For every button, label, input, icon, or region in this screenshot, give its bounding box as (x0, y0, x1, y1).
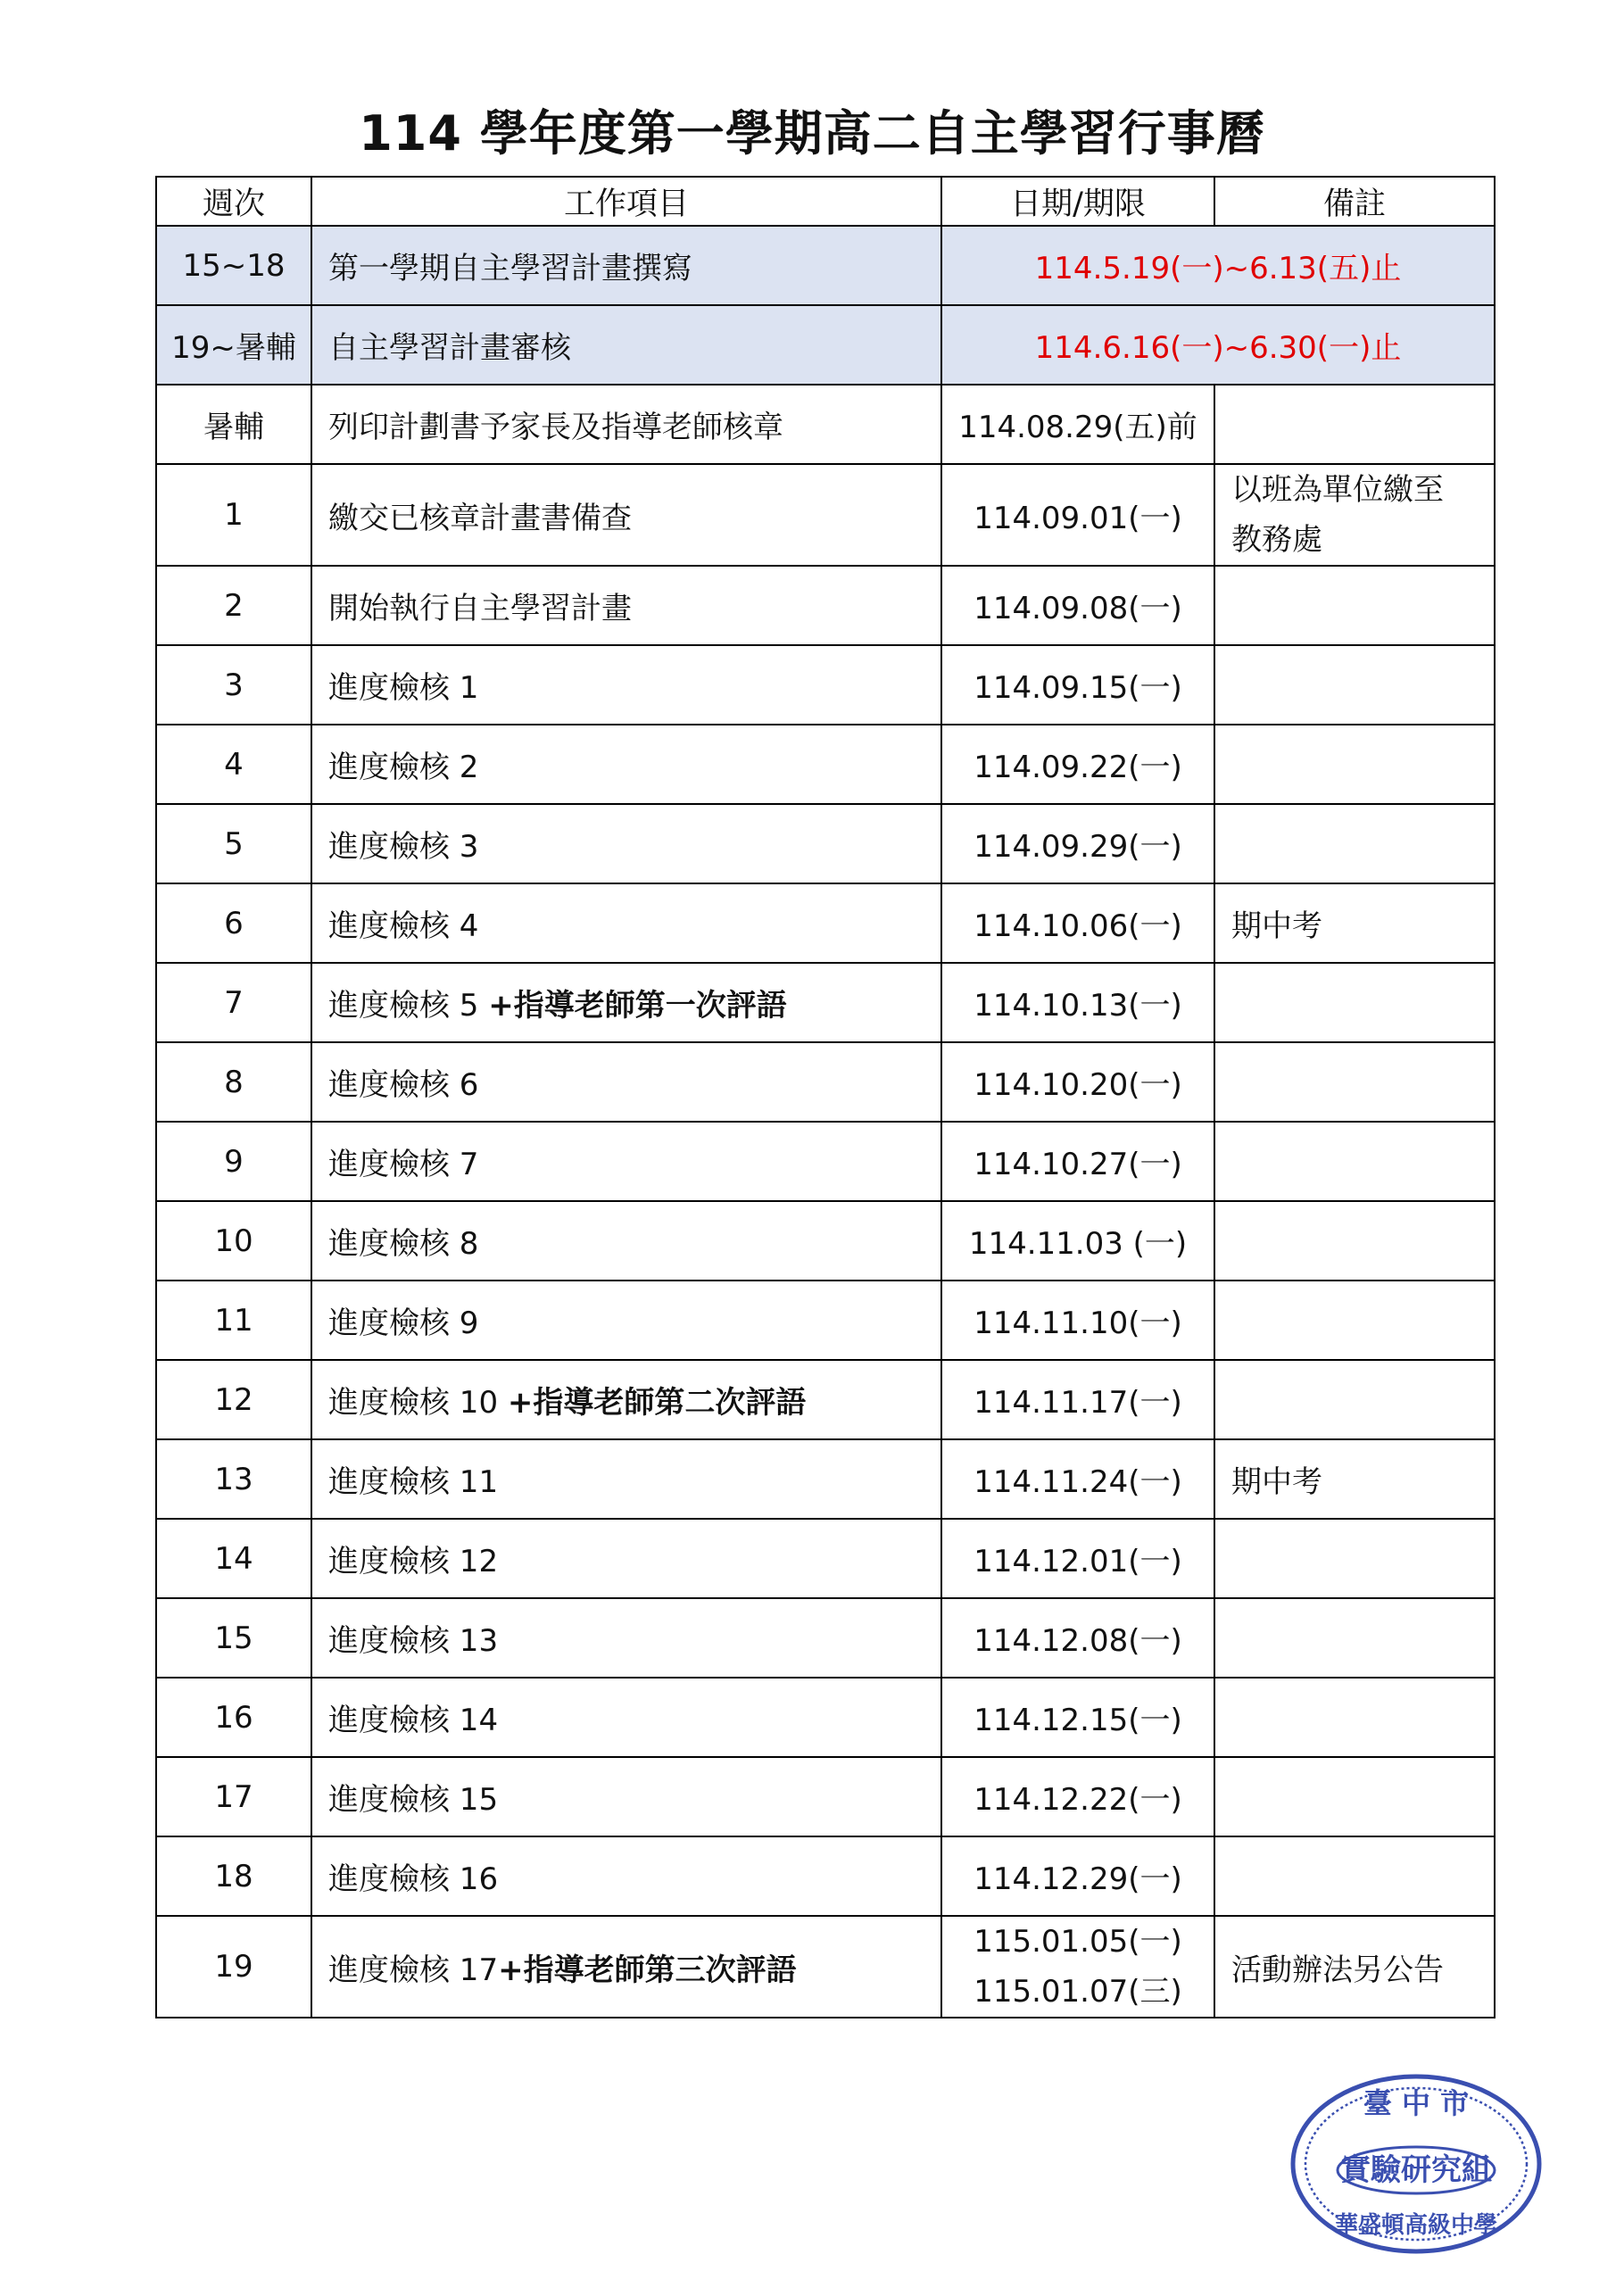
cell-note (1214, 1678, 1495, 1757)
table-row (156, 305, 1495, 385)
cell-note: 期中考 (1214, 883, 1495, 963)
item-text: 進度檢核 12 (328, 1544, 499, 1579)
cell-item (311, 1439, 941, 1519)
date-line-1: 115.01.05(一) (974, 1924, 1182, 1960)
cell-note (1214, 464, 1495, 566)
table-row (156, 1439, 1495, 1519)
cell-note (1214, 1598, 1495, 1678)
table-row (156, 226, 1495, 305)
cell-note (1214, 566, 1495, 645)
item-text: 進度檢核 8 (328, 1226, 479, 1262)
cell-week: 12 (156, 1360, 311, 1439)
item-text: 進度檢核 13 (328, 1623, 499, 1659)
cell-item (311, 1122, 941, 1201)
cell-item: 繳交已核章計畫書備查 (311, 464, 941, 566)
cell-week: 5 (156, 804, 311, 883)
cell-item (311, 1598, 941, 1678)
table-row (156, 963, 1495, 1042)
table-row (156, 883, 1495, 963)
cell-week: 8 (156, 1042, 311, 1122)
cell-date: 114.10.20(一) (941, 1042, 1214, 1122)
cell-item (311, 1678, 941, 1757)
cell-week: 暑輔 (156, 385, 311, 464)
cell-date: 114.09.08(一) (941, 566, 1214, 645)
table-row (156, 1360, 1495, 1439)
item-text: 進度檢核 10 (328, 1385, 508, 1421)
cell-item (311, 566, 941, 645)
table-row (156, 725, 1495, 804)
cell-item: 自主學習計畫審核 (311, 305, 941, 385)
item-text: 進度檢核 6 (328, 1067, 479, 1103)
cell-date: 114.09.01(一) (941, 464, 1214, 566)
cell-date: 114.12.15(一) (941, 1678, 1214, 1757)
page-title: 114 學年度第一學期高二自主學習行事曆 (359, 105, 1265, 162)
item-text: 進度檢核 4 (328, 908, 479, 944)
cell-date: 114.11.10(一) (941, 1281, 1214, 1360)
item-text: 進度檢核 11 (328, 1464, 499, 1500)
table-row (156, 1122, 1495, 1201)
cell-item (311, 1042, 941, 1122)
cell-note (1214, 1122, 1495, 1201)
header-date: 日期/期限 (941, 177, 1214, 226)
cell-date: 114.08.29(五)前 (941, 385, 1214, 464)
cell-item (311, 1201, 941, 1281)
cell-date: 114.12.01(一) (941, 1519, 1214, 1598)
table-row (156, 804, 1495, 883)
cell-week: 15 (156, 1598, 311, 1678)
cell-week: 1 (156, 464, 311, 566)
cell-week: 6 (156, 883, 311, 963)
item-text: 進度檢核 17 (328, 1952, 499, 1988)
cell-date: 114.12.22(一) (941, 1757, 1214, 1836)
table-row (156, 385, 1495, 464)
header-note: 備註 (1214, 177, 1495, 226)
cell-week: 17 (156, 1757, 311, 1836)
cell-note (1214, 385, 1495, 464)
cell-note (1214, 1360, 1495, 1439)
cell-week: 3 (156, 645, 311, 725)
cell-date-period: 114.6.16(一)~6.30(一)止 (941, 305, 1495, 385)
cell-item (311, 1757, 941, 1836)
svg-text:華盛頓高級中學: 華盛頓高級中學 (1334, 2212, 1498, 2239)
table-row (156, 566, 1495, 645)
note-line-1: 以班為單位繳至 (1231, 472, 1444, 508)
cell-date: 114.11.17(一) (941, 1360, 1214, 1439)
cell-item (311, 883, 941, 963)
date-line-2: 115.01.07(三) (974, 1974, 1182, 2010)
cell-week: 4 (156, 725, 311, 804)
cell-item: 第一學期自主學習計畫撰寫 (311, 226, 941, 305)
cell-item (311, 1519, 941, 1598)
table-row (156, 1281, 1495, 1360)
table-row (156, 464, 1495, 566)
cell-note (1214, 1519, 1495, 1598)
table-row (156, 1042, 1495, 1122)
cell-date: 114.10.06(一) (941, 883, 1214, 963)
cell-week: 13 (156, 1439, 311, 1519)
cell-note (1214, 963, 1495, 1042)
cell-date-period: 114.5.19(一)~6.13(五)止 (941, 226, 1495, 305)
item-text: 進度檢核 15 (328, 1782, 499, 1818)
item-text: 進度檢核 7 (328, 1147, 479, 1182)
note-line-2: 教務處 (1231, 522, 1322, 558)
table-header-row (156, 177, 1495, 226)
table-row (156, 1678, 1495, 1757)
cell-date (941, 1916, 1214, 2018)
table-row (156, 1757, 1495, 1836)
cell-date: 114.12.29(一) (941, 1836, 1214, 1916)
cell-date: 114.12.08(一) (941, 1598, 1214, 1678)
svg-text:臺 中 市: 臺 中 市 (1363, 2086, 1470, 2120)
table-row (156, 1598, 1495, 1678)
cell-week: 2 (156, 566, 311, 645)
cell-item (311, 1360, 941, 1439)
cell-item (311, 963, 941, 1042)
cell-week: 7 (156, 963, 311, 1042)
cell-item (311, 804, 941, 883)
cell-item (311, 725, 941, 804)
cell-note (1214, 1042, 1495, 1122)
cell-date: 114.11.24(一) (941, 1439, 1214, 1519)
cell-note (1214, 1757, 1495, 1836)
item-text: 開始執行自主學習計畫 (328, 591, 632, 626)
cell-date: 114.09.22(一) (941, 725, 1214, 804)
item-text: 進度檢核 2 (328, 750, 479, 785)
table-row (156, 1519, 1495, 1598)
cell-week: 19 (156, 1916, 311, 2018)
cell-item (311, 1836, 941, 1916)
table-row (156, 1836, 1495, 1916)
cell-date: 114.09.15(一) (941, 645, 1214, 725)
cell-week: 19~暑輔 (156, 305, 311, 385)
item-text: 進度檢核 16 (328, 1861, 499, 1897)
cell-item (311, 1916, 941, 2018)
cell-date: 114.10.27(一) (941, 1122, 1214, 1201)
table-row (156, 1201, 1495, 1281)
calendar-table (155, 176, 1496, 2018)
item-text: 進度檢核 14 (328, 1703, 499, 1738)
school-seal-stamp (1287, 2070, 1545, 2258)
cell-week: 16 (156, 1678, 311, 1757)
cell-date: 114.11.03 (一) (941, 1201, 1214, 1281)
cell-note (1214, 804, 1495, 883)
cell-week: 15~18 (156, 226, 311, 305)
header-item: 工作項目 (311, 177, 941, 226)
cell-week: 10 (156, 1201, 311, 1281)
cell-week: 11 (156, 1281, 311, 1360)
item-text-bold: +指導老師第二次評語 (507, 1385, 807, 1421)
item-text-bold: +指導老師第三次評語 (498, 1952, 797, 1988)
header-week: 週次 (156, 177, 311, 226)
cell-date: 114.09.29(一) (941, 804, 1214, 883)
cell-item: 列印計劃書予家長及指導老師核章 (311, 385, 941, 464)
cell-item (311, 1281, 941, 1360)
cell-note: 活動辦法另公告 (1214, 1916, 1495, 2018)
cell-note (1214, 1836, 1495, 1916)
cell-date: 114.10.13(一) (941, 963, 1214, 1042)
item-text: 進度檢核 1 (328, 670, 479, 706)
cell-week: 14 (156, 1519, 311, 1598)
table-row (156, 645, 1495, 725)
cell-note: 期中考 (1214, 1439, 1495, 1519)
item-text: 進度檢核 9 (328, 1305, 479, 1341)
cell-note (1214, 1201, 1495, 1281)
cell-week: 9 (156, 1122, 311, 1201)
cell-note (1214, 725, 1495, 804)
cell-note (1214, 1281, 1495, 1360)
cell-week: 18 (156, 1836, 311, 1916)
cell-note (1214, 645, 1495, 725)
item-text: 進度檢核 3 (328, 829, 479, 865)
svg-text:實驗研究組: 實驗研究組 (1340, 2152, 1492, 2188)
item-text: 進度檢核 5 (328, 988, 489, 1024)
cell-item (311, 645, 941, 725)
item-text-bold: +指導老師第一次評語 (488, 988, 787, 1024)
table-row (156, 1916, 1495, 2018)
